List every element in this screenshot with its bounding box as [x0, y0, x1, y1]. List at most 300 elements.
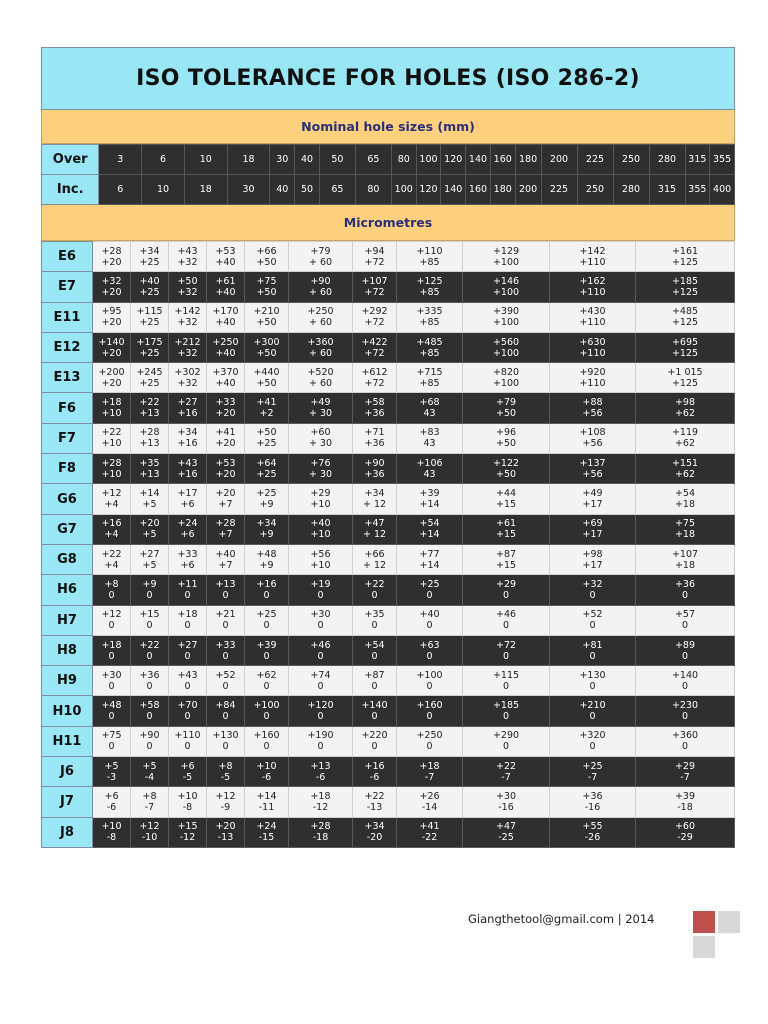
upper-deviation: +8	[104, 578, 119, 590]
upper-deviation: +10	[101, 821, 122, 833]
tolerance-cell	[245, 726, 289, 756]
tolerance-cell	[353, 363, 397, 393]
upper-deviation: +55	[582, 821, 603, 833]
lower-deviation: +7	[218, 499, 233, 511]
upper-deviation: +47	[495, 821, 517, 833]
table-row	[42, 332, 735, 362]
tolerance-cell	[131, 605, 169, 635]
lower-deviation: +25	[139, 317, 160, 329]
tolerance-cell	[93, 575, 131, 605]
lower-deviation: +100	[492, 286, 520, 298]
tolerance-cell	[463, 514, 550, 544]
upper-deviation: +170	[212, 306, 239, 318]
grade-label: J6	[42, 757, 93, 787]
upper-deviation: +34	[177, 427, 198, 439]
tolerance-cell	[636, 726, 735, 756]
inc-size-cell: 18	[184, 175, 227, 205]
upper-deviation: +53	[215, 457, 236, 469]
upper-deviation: +22	[495, 760, 517, 772]
upper-deviation: +41	[256, 397, 277, 409]
tolerance-cell	[289, 787, 353, 817]
upper-deviation: +110	[174, 730, 201, 742]
lower-deviation: 43	[423, 438, 436, 450]
tolerance-cell	[463, 484, 550, 514]
upper-deviation: +13	[215, 578, 236, 590]
upper-deviation: +81	[582, 639, 603, 651]
upper-deviation: +46	[310, 639, 331, 651]
lower-deviation: -5	[220, 771, 231, 783]
tolerance-cell	[245, 817, 289, 847]
tolerance-cell	[169, 393, 207, 423]
lower-deviation: + 60	[308, 256, 333, 268]
lower-deviation: + 30	[308, 438, 333, 450]
lower-deviation: +50	[256, 256, 277, 268]
upper-deviation: +95	[101, 306, 122, 318]
upper-deviation: +40	[419, 609, 440, 621]
tolerance-cell	[353, 302, 397, 332]
upper-deviation: +100	[253, 700, 280, 712]
tolerance-cell	[169, 757, 207, 787]
upper-deviation: +54	[364, 639, 385, 651]
lower-deviation: 0	[681, 650, 689, 662]
upper-deviation: +22	[364, 790, 385, 802]
tolerance-cell	[463, 787, 550, 817]
upper-deviation: +60	[310, 427, 331, 439]
upper-deviation: +115	[492, 669, 520, 681]
upper-deviation: +210	[253, 306, 280, 318]
upper-deviation: +142	[579, 245, 606, 257]
upper-deviation: +6	[180, 760, 195, 772]
micrometres-header: Micrometres	[41, 205, 735, 241]
tolerance-cell	[636, 575, 735, 605]
upper-deviation: +5	[142, 760, 157, 772]
tolerance-cell	[169, 787, 207, 817]
lower-deviation: +32	[177, 347, 198, 359]
upper-deviation: +74	[310, 669, 331, 681]
upper-deviation: +70	[177, 700, 198, 712]
over-size-cell: 280	[649, 145, 685, 175]
nominal-sizes-header: Nominal hole sizes (mm)	[41, 110, 735, 144]
upper-deviation: +75	[101, 730, 122, 742]
tolerance-cell	[207, 575, 245, 605]
upper-deviation: +12	[215, 790, 236, 802]
tolerance-cell	[463, 393, 550, 423]
table-row	[42, 726, 735, 756]
lower-deviation: -4	[144, 771, 155, 783]
tolerance-cell	[131, 272, 169, 302]
lower-deviation: +13	[139, 468, 160, 480]
upper-deviation: +71	[364, 427, 385, 439]
upper-deviation: +72	[495, 639, 517, 651]
tolerance-cell	[463, 302, 550, 332]
tolerance-cell	[93, 757, 131, 787]
lower-deviation: +85	[419, 256, 440, 268]
lower-deviation: 0	[426, 620, 433, 632]
upper-deviation: +61	[495, 518, 517, 530]
tolerance-cell	[289, 332, 353, 362]
upper-deviation: +27	[139, 548, 160, 560]
tolerance-cell	[289, 242, 353, 272]
over-size-cell: 355	[710, 145, 735, 175]
tolerance-cell	[397, 666, 463, 696]
lower-deviation: +50	[495, 468, 517, 480]
tolerance-cell	[131, 575, 169, 605]
lower-deviation: 0	[263, 650, 270, 662]
upper-deviation: +69	[582, 518, 603, 530]
upper-deviation: +58	[139, 700, 160, 712]
tolerance-cell	[550, 635, 636, 665]
tolerance-cell	[131, 666, 169, 696]
upper-deviation: +50	[177, 275, 198, 287]
upper-deviation: +26	[419, 790, 440, 802]
upper-deviation: +290	[492, 730, 520, 742]
upper-deviation: +22	[364, 578, 385, 590]
tolerance-cell	[207, 787, 245, 817]
upper-deviation: +14	[139, 488, 160, 500]
lower-deviation: 0	[589, 620, 596, 632]
upper-deviation: +33	[177, 548, 198, 560]
tolerance-cell	[169, 696, 207, 726]
tolerance-cell	[289, 605, 353, 635]
over-size-cell: 250	[613, 145, 649, 175]
lower-deviation: +50	[256, 347, 277, 359]
over-size-cell: 225	[577, 145, 613, 175]
upper-deviation: +52	[582, 609, 603, 621]
upper-deviation: +58	[364, 397, 385, 409]
tolerance-cell	[207, 726, 245, 756]
upper-deviation: +185	[671, 275, 699, 287]
upper-deviation: +49	[582, 488, 603, 500]
upper-deviation: +130	[579, 669, 606, 681]
lower-deviation: 0	[371, 650, 378, 662]
grade-label: G7	[42, 514, 93, 544]
inc-size-cell: 100	[391, 175, 416, 205]
grade-label: E11	[42, 302, 93, 332]
tolerance-cell	[131, 635, 169, 665]
lower-deviation: +5	[142, 529, 157, 541]
lower-deviation: -13	[217, 832, 234, 844]
lower-deviation: -25	[498, 832, 514, 844]
lower-deviation: +4	[104, 559, 119, 571]
upper-deviation: +12	[101, 488, 122, 500]
upper-deviation: +151	[671, 457, 699, 469]
lower-deviation: 0	[146, 741, 153, 753]
upper-deviation: +66	[256, 245, 277, 257]
inc-size-cell: 10	[142, 175, 185, 205]
tolerance-cell	[207, 363, 245, 393]
tolerance-cell	[463, 544, 550, 574]
table-row	[42, 787, 735, 817]
upper-deviation: +430	[579, 306, 606, 318]
tolerance-cell	[397, 423, 463, 453]
tolerance-cell	[207, 635, 245, 665]
upper-deviation: +68	[419, 397, 440, 409]
tolerance-cell	[93, 484, 131, 514]
table-row	[42, 514, 735, 544]
upper-deviation: +40	[139, 275, 160, 287]
table-row	[42, 605, 735, 635]
tolerance-cell	[245, 696, 289, 726]
inc-size-cell: 225	[541, 175, 577, 205]
lower-deviation: +13	[139, 438, 160, 450]
upper-deviation: +87	[364, 669, 385, 681]
upper-deviation: +16	[101, 518, 122, 530]
lower-deviation: 0	[502, 711, 510, 723]
lower-deviation: +6	[180, 559, 195, 571]
grade-label: H7	[42, 605, 93, 635]
upper-deviation: +18	[177, 609, 198, 621]
lower-deviation: +50	[256, 317, 277, 329]
lower-deviation: +16	[177, 468, 198, 480]
tolerance-cell	[397, 302, 463, 332]
tolerance-cell	[131, 363, 169, 393]
over-size-cell: 18	[227, 145, 270, 175]
tolerance-cell	[397, 635, 463, 665]
tolerance-cell	[207, 302, 245, 332]
tolerance-cell	[245, 272, 289, 302]
lower-deviation: -18	[312, 832, 329, 844]
table-row	[42, 423, 735, 453]
table-row	[42, 575, 735, 605]
grade-label: H6	[42, 575, 93, 605]
lower-deviation: +40	[215, 317, 236, 329]
table-row	[42, 666, 735, 696]
upper-deviation: +39	[419, 488, 440, 500]
over-size-cell: 10	[184, 145, 227, 175]
tolerance-cell	[245, 666, 289, 696]
over-size-cell: 120	[441, 145, 466, 175]
lower-deviation: +110	[579, 286, 606, 298]
tolerance-cell	[289, 635, 353, 665]
lower-deviation: 0	[222, 589, 229, 601]
tolerance-cell	[289, 666, 353, 696]
lower-deviation: 0	[263, 589, 270, 601]
upper-deviation: +212	[174, 336, 201, 348]
lower-deviation: + 60	[308, 317, 333, 329]
upper-deviation: +18	[310, 790, 331, 802]
lower-deviation: -6	[261, 771, 272, 783]
lower-deviation: +18	[674, 499, 696, 511]
inc-size-cell: 40	[270, 175, 295, 205]
tolerance-cell	[550, 787, 636, 817]
table-row	[42, 817, 735, 847]
lower-deviation: 0	[426, 711, 433, 723]
tolerance-cell	[397, 757, 463, 787]
footer-year: 2014	[625, 912, 655, 926]
upper-deviation: +53	[215, 245, 236, 257]
tolerance-cell	[207, 242, 245, 272]
lower-deviation: -6	[369, 771, 380, 783]
upper-deviation: +16	[364, 760, 385, 772]
tolerance-cell	[397, 363, 463, 393]
upper-deviation: +43	[177, 457, 198, 469]
inc-size-cell: 250	[577, 175, 613, 205]
tolerance-cell	[131, 757, 169, 787]
tolerance-cell	[131, 514, 169, 544]
upper-deviation: +83	[419, 427, 440, 439]
lower-deviation: 0	[681, 589, 689, 601]
upper-deviation: +520	[307, 366, 334, 378]
lower-deviation: 0	[184, 741, 191, 753]
upper-deviation: +43	[177, 669, 198, 681]
upper-deviation: +107	[671, 548, 699, 560]
lower-deviation: -8	[182, 801, 193, 813]
lower-deviation: 0	[146, 650, 153, 662]
upper-deviation: +40	[310, 518, 331, 530]
tolerance-cell	[93, 544, 131, 574]
tolerance-cell	[397, 242, 463, 272]
upper-deviation: +36	[139, 669, 160, 681]
tolerance-cell	[636, 242, 735, 272]
tolerance-cell	[131, 454, 169, 484]
tolerance-sheet	[41, 47, 735, 848]
upper-deviation: +107	[361, 275, 388, 287]
lower-deviation: -12	[312, 801, 329, 813]
tolerance-cell	[207, 272, 245, 302]
upper-deviation: +30	[101, 669, 122, 681]
table-row	[42, 393, 735, 423]
lower-deviation: +14	[419, 499, 440, 511]
lower-deviation: +15	[495, 559, 517, 571]
lower-deviation: +20	[101, 256, 122, 268]
inc-size-cell: 50	[295, 175, 320, 205]
lower-deviation: +85	[419, 317, 440, 329]
tolerance-cell	[245, 605, 289, 635]
lower-deviation: -7	[424, 771, 435, 783]
lower-deviation: 0	[502, 741, 510, 753]
over-size-cell: 30	[270, 145, 295, 175]
lower-deviation: +25	[139, 256, 160, 268]
lower-deviation: 0	[146, 620, 153, 632]
lower-deviation: +17	[582, 529, 603, 541]
upper-deviation: +6	[104, 790, 119, 802]
upper-deviation: +14	[256, 790, 277, 802]
over-size-cell: 3	[99, 145, 142, 175]
upper-deviation: +250	[212, 336, 239, 348]
upper-deviation: +110	[416, 245, 443, 257]
upper-deviation: +125	[416, 275, 443, 287]
lower-deviation: +10	[310, 499, 331, 511]
tolerance-cell	[93, 454, 131, 484]
lower-deviation: 0	[317, 620, 324, 632]
tolerance-cell	[636, 484, 735, 514]
lower-deviation: 0	[371, 741, 378, 753]
tolerance-cell	[550, 363, 636, 393]
lower-deviation: +2	[259, 408, 274, 420]
lower-deviation: +110	[579, 317, 606, 329]
upper-deviation: +8	[218, 760, 233, 772]
tolerance-cell	[245, 544, 289, 574]
over-size-cell: 65	[355, 145, 391, 175]
inc-label: Inc.	[42, 175, 99, 205]
footer-email: Giangthetool@gmail.com	[468, 912, 615, 926]
upper-deviation: +46	[495, 609, 517, 621]
tolerance-cell	[289, 302, 353, 332]
lower-deviation: 43	[423, 468, 436, 480]
upper-deviation: +56	[310, 548, 331, 560]
lower-deviation: +40	[215, 377, 236, 389]
tolerance-cell	[353, 666, 397, 696]
lower-deviation: +100	[492, 377, 520, 389]
lower-deviation: +17	[582, 499, 603, 511]
tolerance-cell	[289, 817, 353, 847]
inc-size-cell: 200	[515, 175, 541, 205]
over-row	[42, 145, 735, 175]
lower-deviation: +10	[101, 438, 122, 450]
table-row	[42, 302, 735, 332]
lower-deviation: -7	[587, 771, 598, 783]
tolerance-cell	[463, 575, 550, 605]
lower-deviation: 0	[681, 680, 689, 692]
tolerance-cell	[397, 726, 463, 756]
lower-deviation: 0	[589, 680, 596, 692]
grade-label: G8	[42, 544, 93, 574]
lower-deviation: +20	[101, 347, 122, 359]
upper-deviation: +44	[495, 488, 517, 500]
upper-deviation: +20	[215, 488, 236, 500]
tolerance-cell	[245, 302, 289, 332]
lower-deviation: +125	[671, 377, 699, 389]
inc-size-cell: 6	[99, 175, 142, 205]
tolerance-cell	[463, 757, 550, 787]
inc-size-cell: 180	[490, 175, 515, 205]
lower-deviation: -9	[220, 801, 231, 813]
upper-deviation: +54	[674, 488, 696, 500]
footer-credit	[468, 912, 655, 926]
upper-deviation: +28	[215, 518, 236, 530]
tolerance-cell	[207, 514, 245, 544]
tolerance-cell	[131, 302, 169, 332]
lower-deviation: -13	[366, 801, 383, 813]
lower-deviation: 0	[317, 741, 324, 753]
tolerance-cell	[131, 393, 169, 423]
tolerance-cell	[353, 605, 397, 635]
decor-square-gray-bottom	[693, 936, 715, 958]
tolerance-cell	[397, 605, 463, 635]
tolerance-cell	[169, 726, 207, 756]
tolerance-cell	[245, 393, 289, 423]
upper-deviation: +90	[310, 275, 331, 287]
lower-deviation: 0	[108, 650, 115, 662]
lower-deviation: -15	[258, 832, 275, 844]
upper-deviation: +32	[101, 275, 122, 287]
lower-deviation: +4	[104, 529, 119, 541]
upper-deviation: +115	[136, 306, 163, 318]
grade-label: F7	[42, 423, 93, 453]
tolerance-cell	[93, 423, 131, 453]
upper-deviation: +485	[416, 336, 443, 348]
upper-deviation: +48	[256, 548, 277, 560]
lower-deviation: 0	[589, 741, 596, 753]
tolerance-cell	[636, 332, 735, 362]
lower-deviation: 0	[317, 589, 324, 601]
upper-deviation: +90	[139, 730, 160, 742]
lower-deviation: 0	[589, 589, 596, 601]
upper-deviation: +250	[416, 730, 443, 742]
upper-deviation: +89	[674, 639, 696, 651]
upper-deviation: +18	[101, 639, 122, 651]
upper-deviation: +29	[674, 760, 696, 772]
upper-deviation: +28	[139, 427, 160, 439]
lower-deviation: 0	[502, 650, 510, 662]
tolerance-cell	[169, 242, 207, 272]
lower-deviation: +110	[579, 347, 606, 359]
lower-deviation: -16	[498, 801, 514, 813]
upper-deviation: +100	[416, 669, 443, 681]
lower-deviation: +32	[177, 377, 198, 389]
upper-deviation: +390	[492, 306, 520, 318]
upper-deviation: +129	[492, 245, 520, 257]
